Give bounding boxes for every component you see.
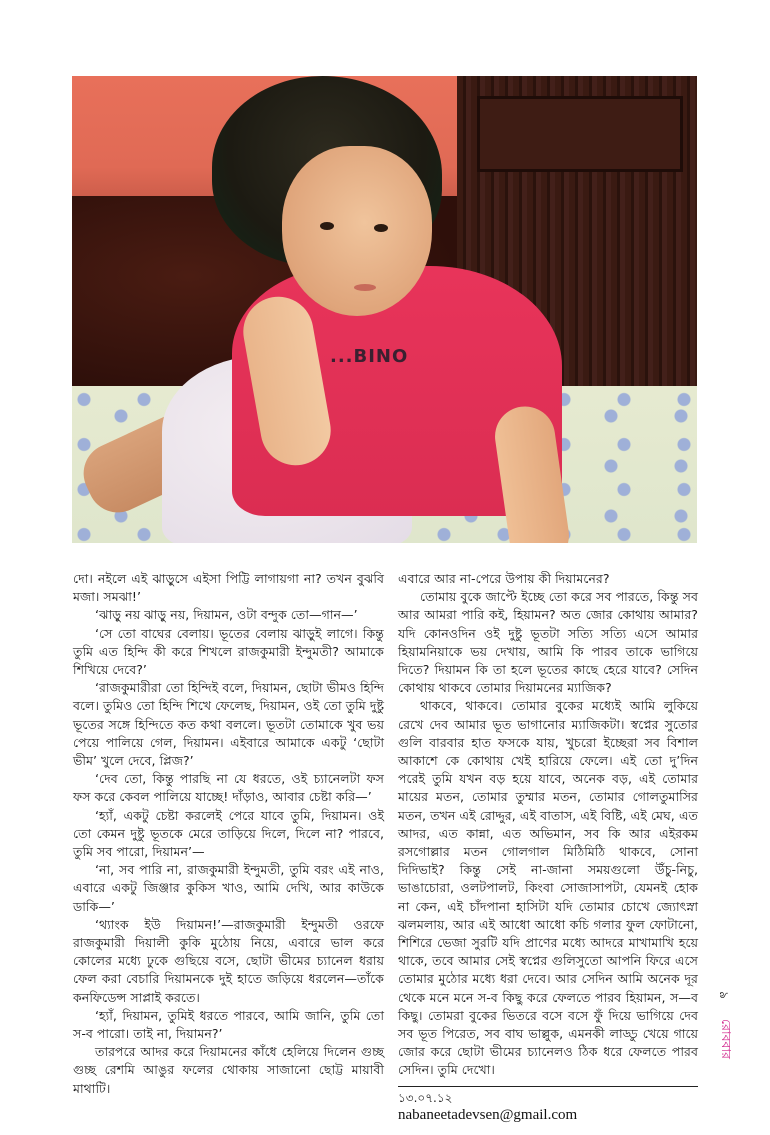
article-date: ১৩.০৭.১২ (398, 1090, 453, 1105)
photo-child-eye (320, 222, 334, 230)
article-paragraph: ‘ঝাড়ু নয় ঝাড়ু নয়, দিয়ামন, ওটা বন্দুক তো—গান—’ (95, 607, 358, 623)
article-column-left (73, 570, 384, 1098)
article-paragraph: ‘না, সব পারি না, রাজকুমারী ইন্দুমতী, তুমি বরং এই নাও, এবারে একটু জিঞ্জার কুকিস খাও, আমি দেখি, আর কাউকে ডাকি—’ (73, 862, 384, 914)
article-paragraph: ‘দেব তো, কিন্তু পারছি না যে ধরতে, ওই চ্যানেলটা ফস ফস করে কেবল পালিয়ে যাচ্ছে! দাঁড়াও, আবার চেষ্টা করি—’ (73, 771, 384, 805)
article-paragraph: থাকবে, থাকবে। তোমার বুকের মধ্যেই আমি লুকিয়ে রেখে দেব আমার ভূত ভাগানোর ম্যাজিকটা। স্বপ্নের সুতোর গুলি বারবার হাত ফসকে যায়, খুচরো ইচ্ছেরা সব বিশাল আকাশে কে কোথায় খেই হারিয়ে ফেলে। এই তো দু’দিন পরেই তুমি যখন বড় হয়ে যাবে, অনেক বড়, এই তোমার মায়ের মতন, তোমার তুম্মার মতন, তোমার গোলতুমাসির মতন, তখন এই রোদ্দুর, এই বাতাস, এই বিষ্টি, এই মেঘ, এত আদর, এত কান্না, এত অভিমান, সব কি আর এইরকম রসগোল্লার মতন গোলগাল মিঠিমিঠি থাকবে, সোনা দিদিভাই? কিন্তু সেই না-জানা সময়গুলো উঁচু-নিচু, ভাঙাচোরা, ওলটপালট, কিংবা সোজাসাপটা, যেমনই হোক না কেন, এই চাঁদপানা হাসিটা যদি তোমার চোখে জ্যোৎস্না ঝলমলায়, আর এই আধো আধো কচি গলার ফুল ফোটানো, শিশিরে ভেজা সুরটি যদি প্রাণের মধ্যে আদরে মাখামাখি হয়ে থাকে, তবে আমার সেই স্বপ্নের গুলিসুতো আপনি ফিরে এসে তোমার মুঠোর মধ্যে ধরা দেবে। আর সেদিন আমি অনেক দূর থেকে মনে মনে স-ব কিছু করে ফেলতে পারব হিয়ামন, স—ব কিছু। তোমরা বুকের ভিতরে বসে বসে ফুঁ দিয়ে ভাগিয়ে দেব সব ভূত পিরেত, সব বাঘ ভাল্লুক, এমনকী লাড্ডু খেয়ে গায়ে জোর করে ছোটা ভীমের চ্যানেলও ঠিক ধরে ফেলতে পারব সেদিন। তুমি দেখো। (398, 698, 698, 1078)
article-photo (72, 76, 697, 543)
article-body (73, 570, 698, 1125)
article-column-right (398, 570, 698, 1125)
signature-block (398, 1086, 698, 1125)
author-email[interactable]: nabaneetadevsen@gmail.com (398, 1106, 578, 1123)
signature-divider (398, 1086, 698, 1087)
article-paragraph: ‘থ্যাংক ইউ দিয়ামন!’—রাজকুমারী ইন্দুমতী ওরফে রাজকুমারী দিয়ালী কুকি মুঠোয় নিয়ে, এবারে ভাল করে কোলের মধ্যে ঢুকে গুছিয়ে বসে, ছোটা ভীমের চ্যানেল ধরায় ফেল করা বেচারি দিয়ামনকে দুই হাতে জড়িয়ে ধরলেন—তাঁকে কনফিডেন্স সাপ্লাই করতে। (73, 916, 384, 1005)
article-paragraph: ‘সে তো বাঘের বেলায়। ভূতের বেলায় ঝাড়ুই লাগে। কিন্তু তুমি এত হিন্দি কী করে শিখলে রাজকুমারী ইন্দুমতী? আমাকে শিখিয়ে দেবে?’ (73, 625, 384, 678)
article-paragraph: তারপরে আদর করে দিয়ামনের কাঁধে হেলিয়ে দিলেন গুচ্ছ গুচ্ছ রেশমি আঙুর ফলের থোকায় সাজানো ছোট্ট মায়াবী মাথাটি। (73, 1044, 384, 1096)
article-paragraph: ‘হ্যাঁ, দিয়ামন, তুমিই ধরতে পারবে, আমি জানি, তুমি তো স-ব পারো। তাই না, দিয়ামন?’ (73, 1007, 384, 1042)
article-paragraph: দো। নইলে এই ঝাড়ুসে এইসা পিট্টি লাগায়গা না? তখন বুঝবি মজা। সমঝা!’ (73, 571, 384, 605)
page-number: ৯ (716, 991, 731, 999)
photo-child-eye (374, 224, 388, 232)
photo-child-mouth (354, 284, 376, 291)
photo-child-face (282, 146, 432, 316)
magazine-name: রোববার (719, 1019, 734, 1059)
article-paragraph: ‘হ্যাঁ, একটু চেষ্টা করলেই পেরে যাবে তুমি, দিয়ামন। ওই তো কেমন দুষ্টু ভূতকে মেরে তাড়িয়ে দিলে, দিলে না? পারবে, তুমি সব পারো, দিয়ামন’— (73, 807, 384, 860)
article-column-right-text (398, 570, 698, 1080)
article-paragraph: তোমায় বুকে জাপ্টে ইচ্ছে তো করে সব পারতে, কিন্তু সব আর আমরা পারি কই, হিয়ামন? অত জোর কোথায় আমার? যদি কোনওদিন ওই দুষ্টু ভূতটা সত্যি সত্যি এসে আমার হিয়ামনিয়াকে ভয় দেখায়, আমি কি পারব তাকে ভাগিয়ে দিতে? দিয়ামন কি তা হলে ভূতের কাছে হেরে যাবে? সেদিন কোথায় থাকবে তোমার দিয়ামনের ম্যাজিক? (398, 589, 698, 696)
page-folio (712, 988, 738, 1078)
article-paragraph: এবারে আর না-পেরে উপায় কী দিয়ামনের? (398, 571, 610, 586)
article-paragraph: ‘রাজকুমারীরা তো হিন্দিই বলে, দিয়ামন, ছোটা ভীমও হিন্দি বলে। তুমিও তো হিন্দি শিখে ফেলেছ, দিয়ামন, ওই তো তুমি দুষ্টু ভূতের সঙ্গে হিন্দিতে কত কথা বললে। ভূতটা তোমাকে খুব ভয় পেয়ে পালিয়ে গেল, দিয়ামন। এইবারে আমাকে একটু ‘ছোটা ভীম’ খুলে দেবে, প্লিজ?’ (73, 680, 384, 769)
photo-shirt-print: ...BINO (330, 346, 409, 367)
